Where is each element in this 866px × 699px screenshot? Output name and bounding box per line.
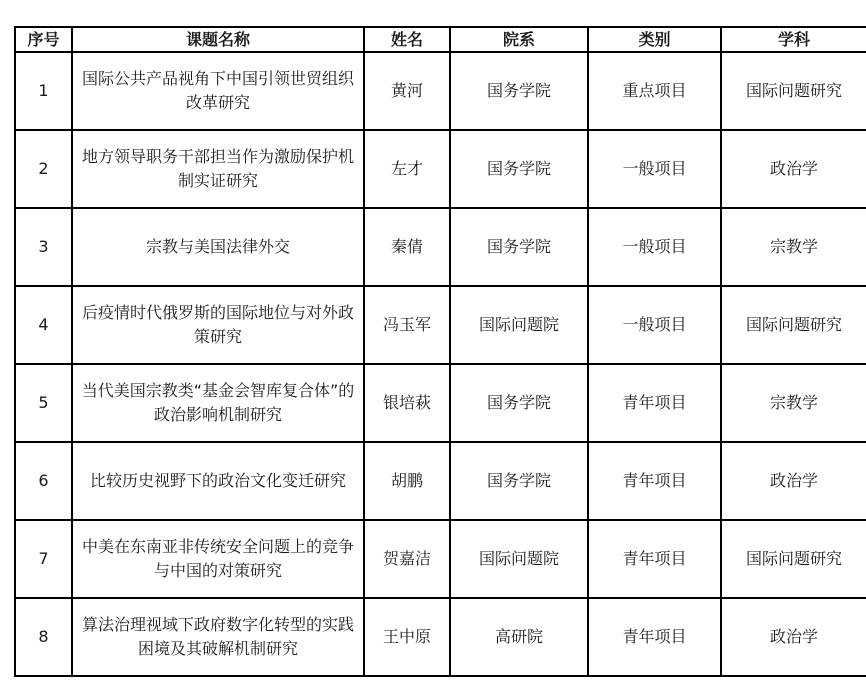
table-row <box>15 364 866 442</box>
cell-category: 青年项目 <box>588 442 721 520</box>
cell-no: 2 <box>15 130 72 208</box>
cell-title <box>72 520 364 598</box>
cell-subject: 宗教学 <box>721 208 866 286</box>
cell-category: 青年项目 <box>588 520 721 598</box>
cell-subject: 国际问题研究 <box>721 52 866 130</box>
cell-dept: 国务学院 <box>450 130 588 208</box>
header-subject: 学科 <box>721 27 866 52</box>
cell-no: 1 <box>15 52 72 130</box>
project-table-container <box>14 26 866 677</box>
cell-no: 8 <box>15 598 72 676</box>
cell-name: 贺嘉洁 <box>364 520 450 598</box>
cell-title <box>72 208 364 286</box>
cell-no: 7 <box>15 520 72 598</box>
cell-title <box>72 442 364 520</box>
cell-dept: 国务学院 <box>450 442 588 520</box>
cell-title-text: 国际公共产品视角下中国引领世贸组织改革研究 <box>81 69 354 112</box>
cell-title-text: 算法治理视域下政府数字化转型的实践困境及其破解机制研究 <box>81 615 354 658</box>
cell-category: 青年项目 <box>588 598 721 676</box>
cell-name: 银培萩 <box>364 364 450 442</box>
header-category: 类别 <box>588 27 721 52</box>
cell-category: 一般项目 <box>588 130 721 208</box>
table-row <box>15 130 866 208</box>
table-row <box>15 520 866 598</box>
cell-name: 冯玉军 <box>364 286 450 364</box>
cell-title <box>72 130 364 208</box>
cell-title <box>72 364 364 442</box>
cell-title-text: 当代美国宗教类“基金会智库复合体”的政治影响机制研究 <box>81 381 355 424</box>
cell-dept: 国务学院 <box>450 208 588 286</box>
cell-subject: 国际问题研究 <box>721 286 866 364</box>
cell-title-text: 宗教与美国法律外交 <box>145 237 290 256</box>
cell-subject: 国际问题研究 <box>721 520 866 598</box>
cell-title-text: 后疫情时代俄罗斯的国际地位与对外政策研究 <box>81 303 354 346</box>
cell-category: 重点项目 <box>588 52 721 130</box>
header-no: 序号 <box>15 27 72 52</box>
cell-title <box>72 598 364 676</box>
cell-no: 6 <box>15 442 72 520</box>
cell-title <box>72 52 364 130</box>
cell-name: 黄河 <box>364 52 450 130</box>
cell-dept: 国务学院 <box>450 364 588 442</box>
cell-title <box>72 286 364 364</box>
cell-title-text: 比较历史视野下的政治文化变迁研究 <box>89 471 346 490</box>
header-name: 姓名 <box>364 27 450 52</box>
cell-dept: 国际问题院 <box>450 520 588 598</box>
cell-no: 5 <box>15 364 72 442</box>
cell-category: 一般项目 <box>588 208 721 286</box>
table-row <box>15 286 866 364</box>
cell-name: 秦倩 <box>364 208 450 286</box>
header-row <box>15 27 866 52</box>
project-table <box>14 26 866 677</box>
table-row <box>15 598 866 676</box>
cell-subject: 政治学 <box>721 130 866 208</box>
cell-dept: 高研院 <box>450 598 588 676</box>
cell-category: 青年项目 <box>588 364 721 442</box>
cell-dept: 国际问题院 <box>450 286 588 364</box>
cell-subject: 政治学 <box>721 598 866 676</box>
cell-category: 一般项目 <box>588 286 721 364</box>
cell-subject: 政治学 <box>721 442 866 520</box>
table-row <box>15 442 866 520</box>
cell-name: 胡鹏 <box>364 442 450 520</box>
header-dept: 院系 <box>450 27 588 52</box>
cell-title-text: 地方领导职务干部担当作为激励保护机制实证研究 <box>81 147 354 190</box>
cell-subject: 宗教学 <box>721 364 866 442</box>
table-row <box>15 208 866 286</box>
cell-dept: 国务学院 <box>450 52 588 130</box>
header-title: 课题名称 <box>72 27 364 52</box>
cell-name: 左才 <box>364 130 450 208</box>
cell-no: 3 <box>15 208 72 286</box>
table-row <box>15 52 866 130</box>
cell-title-text: 中美在东南亚非传统安全问题上的竞争与中国的对策研究 <box>81 537 354 580</box>
cell-no: 4 <box>15 286 72 364</box>
cell-name: 王中原 <box>364 598 450 676</box>
